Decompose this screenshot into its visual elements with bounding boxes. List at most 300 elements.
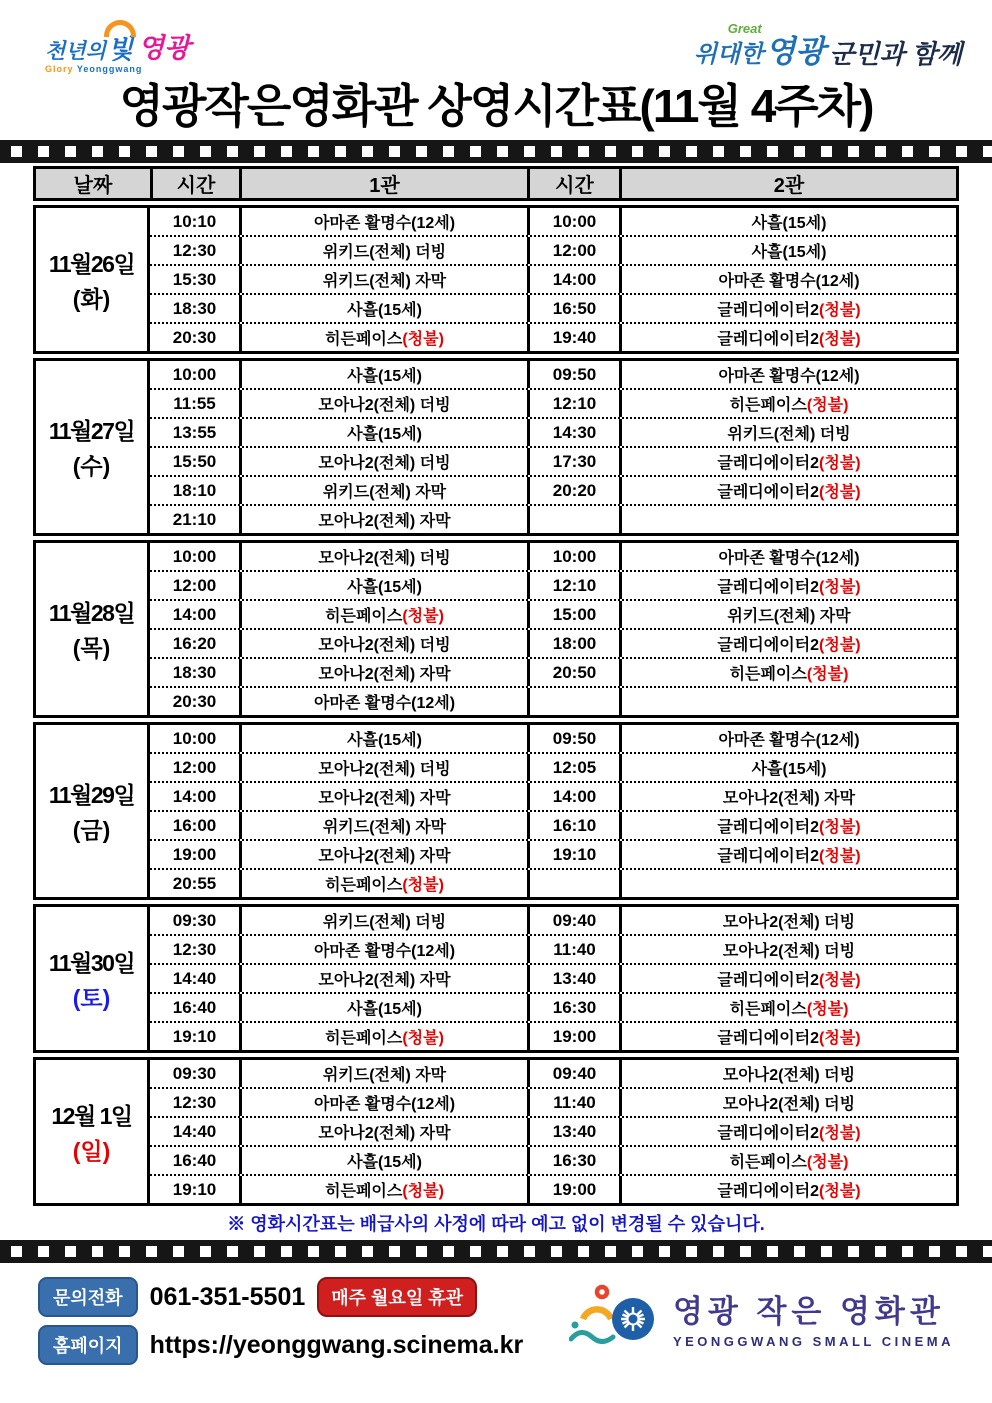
showtime-screen1: 16:00	[172, 815, 217, 835]
showtime-screen2: 16:30	[527, 994, 619, 1021]
schedule-row	[150, 235, 956, 264]
movie-title-screen2	[619, 390, 956, 417]
showtime-screen2: 09:40	[527, 1060, 619, 1087]
movie-name: 히든페이스	[325, 877, 403, 894]
logo-left-text: 천년의	[45, 40, 106, 63]
movie-name: 아마존 활명수(12세)	[313, 943, 456, 960]
movie-name: 사흘(15세)	[347, 368, 422, 385]
movie-name: 모아나2(전체) 더빙	[722, 914, 856, 931]
schedule-row	[150, 686, 956, 715]
day-of-week-label: (목)	[72, 635, 111, 661]
schedule-row	[150, 599, 956, 628]
showtime-screen2: 09:50	[527, 725, 619, 752]
movie-title-screen2	[619, 543, 956, 570]
movie-name: 아마존 활명수(12세)	[313, 695, 456, 712]
rows-container	[150, 361, 956, 533]
movie-name: 아마존 활명수(12세)	[718, 368, 860, 385]
showtime-screen2	[527, 870, 619, 897]
movie-rating-restricted: (청불)	[402, 331, 444, 348]
showtime-screen2: 16:30	[527, 1147, 619, 1174]
movie-name: 모아나2(전체) 자막	[318, 972, 451, 989]
showtime-screen2: 14:00	[527, 266, 619, 293]
showtime-screen2: 14:30	[527, 419, 619, 446]
showtime-screen2: 17:30	[527, 448, 619, 475]
schedule-row	[150, 628, 956, 657]
schedule-row	[150, 475, 956, 504]
schedule-row	[150, 657, 956, 686]
movie-title-screen2	[619, 754, 956, 781]
showtime-screen1: 15:50	[172, 451, 217, 471]
movie-name: 글레디에이터2	[717, 1030, 820, 1047]
movie-name: 글레디에이터2	[717, 455, 820, 472]
movie-title-screen2	[619, 361, 956, 388]
great-yeonggwang-logo	[694, 22, 962, 67]
movie-name: 사흘(15세)	[347, 1154, 422, 1171]
showtime-screen2: 12:10	[527, 572, 619, 599]
column-header-time1: 시간	[150, 169, 239, 198]
showtime-screen1: 10:00	[172, 728, 217, 748]
movie-title-screen2	[619, 659, 956, 686]
movie-title-screen2	[619, 688, 956, 715]
movie-title-screen1	[239, 1147, 527, 1174]
movie-title-screen1	[239, 390, 527, 417]
schedule-row	[150, 1087, 956, 1116]
movie-name: 글레디에이터2	[717, 302, 820, 319]
movie-title-screen2	[619, 448, 956, 475]
sun-arc-icon	[104, 20, 136, 37]
showtime-screen1: 16:20	[172, 633, 217, 653]
movie-rating-restricted: (청불)	[402, 1183, 444, 1200]
schedule-row	[150, 1174, 956, 1203]
schedule-row	[150, 810, 956, 839]
showtime-screen1: 14:40	[172, 1121, 217, 1141]
cinema-logo-icon	[569, 1281, 665, 1353]
showtime-screen1: 19:10	[172, 1179, 217, 1199]
movie-title-screen2	[619, 812, 956, 839]
movie-title-screen1	[239, 1176, 527, 1203]
showtime-screen1: 09:30	[172, 1063, 217, 1083]
schedule-row	[150, 752, 956, 781]
closed-monday-badge: 매주 월요일 휴관	[317, 1277, 477, 1317]
showtime-screen2: 09:50	[527, 361, 619, 388]
showtime-screen1: 14:00	[172, 786, 217, 806]
movie-title-screen2	[619, 266, 956, 293]
homepage-label-button: 홈페이지	[38, 1325, 138, 1365]
movie-rating-restricted: (청불)	[402, 1030, 444, 1047]
movie-title-screen1	[239, 725, 527, 752]
movie-name: 모아나2(전체) 더빙	[722, 1096, 856, 1113]
logo-left-text: 영광	[137, 33, 191, 63]
movie-title-screen2	[619, 783, 956, 810]
showtime-screen2: 10:00	[527, 543, 619, 570]
glory-yeonggwang-logo	[45, 26, 190, 74]
logo-right-great: Great	[727, 21, 762, 36]
date-label: 11월27일	[48, 418, 135, 444]
movie-rating-restricted: (청불)	[819, 1183, 861, 1200]
movie-name: 히든페이스	[729, 666, 807, 683]
schedule-row	[150, 264, 956, 293]
movie-title-screen1	[239, 812, 527, 839]
showtime-screen1: 18:10	[172, 480, 217, 500]
movie-title-screen1	[239, 783, 527, 810]
movie-name: 아마존 활명수(12세)	[718, 732, 860, 749]
movie-title-screen2	[619, 870, 956, 897]
showtime-screen1: 20:30	[172, 327, 217, 347]
schedule-row	[150, 446, 956, 475]
page-title: 영광작은영화관 상영시간표(11월 4주차)	[119, 80, 873, 132]
movie-name: 사흘(15세)	[751, 215, 827, 232]
movie-title-screen1	[239, 237, 527, 264]
schedule-row	[150, 361, 956, 388]
day-block	[33, 540, 959, 718]
date-label: 11월26일	[48, 250, 135, 277]
movie-name: 모아나2(전체) 자막	[318, 666, 451, 683]
poster-footer	[0, 1263, 992, 1373]
showtime-screen1: 14:00	[172, 604, 217, 624]
movie-title-screen2	[619, 1176, 956, 1203]
showtime-screen1: 10:00	[172, 546, 217, 566]
movie-title-screen2	[619, 601, 956, 628]
movie-rating-restricted: (청불)	[806, 1001, 849, 1018]
date-cell	[36, 543, 150, 715]
movie-title-screen1	[239, 361, 527, 388]
schedule-row	[150, 322, 956, 351]
movie-name: 위키드(전체) 자막	[727, 608, 851, 625]
movie-rating-restricted: (청불)	[402, 608, 444, 625]
movie-name: 위키드(전체) 자막	[322, 1067, 447, 1084]
date-label: 12월 1일	[51, 1102, 132, 1129]
movie-name: 모아나2(전체) 더빙	[722, 1067, 856, 1084]
movie-title-screen1	[239, 994, 527, 1021]
movie-name: 히든페이스	[729, 397, 807, 414]
showtime-screen2: 19:10	[527, 841, 619, 868]
date-cell	[36, 361, 150, 533]
movie-name: 위키드(전체) 더빙	[322, 244, 447, 261]
movie-title-screen1	[239, 688, 527, 715]
movie-name: 아마존 활명수(12세)	[313, 1096, 456, 1113]
showtime-screen1: 10:10	[172, 211, 217, 231]
movie-title-screen1	[239, 659, 527, 686]
day-of-week-label: (일)	[72, 1137, 111, 1164]
schedule-row	[150, 504, 956, 533]
movie-name: 모아나2(전체) 자막	[318, 513, 451, 530]
movie-title-screen1	[239, 1023, 527, 1050]
movie-name: 사흘(15세)	[347, 579, 422, 596]
movie-title-screen2	[619, 841, 956, 868]
schedule-row	[150, 934, 956, 963]
day-block	[33, 904, 959, 1053]
movie-rating-restricted: (청불)	[819, 302, 861, 319]
showtime-screen2: 12:00	[527, 237, 619, 264]
schedule-change-note: ※ 영화시간표는 배급사의 사정에 따라 예고 없이 변경될 수 있습니다.	[227, 1214, 765, 1234]
movie-name: 모아나2(전체) 더빙	[318, 637, 451, 654]
movie-name: 아마존 활명수(12세)	[718, 550, 860, 567]
movie-name: 사흘(15세)	[347, 426, 422, 443]
movie-title-screen1	[239, 295, 527, 322]
film-strip-top	[0, 140, 992, 163]
movie-name: 위키드(전체) 더빙	[322, 914, 447, 931]
movie-title-screen2	[619, 936, 956, 963]
showtime-screen1: 12:30	[172, 939, 217, 959]
showtime-screen2: 10:00	[527, 208, 619, 235]
schedule-row	[150, 1021, 956, 1050]
movie-title-screen2	[619, 208, 956, 235]
showtime-screen1: 10:00	[172, 364, 217, 384]
showtime-screen2: 19:40	[527, 324, 619, 351]
movie-rating-restricted: (청불)	[819, 972, 861, 989]
showtime-screen2: 16:50	[527, 295, 619, 322]
movie-title-screen1	[239, 1118, 527, 1145]
showtime-screen1: 11:55	[173, 393, 216, 413]
showtime-screen1: 20:55	[172, 873, 217, 893]
movie-title-screen2	[619, 994, 956, 1021]
showtime-screen1: 09:30	[172, 910, 217, 930]
phone-number: 061-351-5501	[149, 1282, 306, 1311]
showtime-screen2: 11:40	[527, 1089, 619, 1116]
rows-container	[150, 907, 956, 1050]
day-block	[33, 205, 959, 354]
logo-right-text: 위대한	[693, 41, 764, 68]
showtime-screen1: 19:10	[172, 1026, 217, 1046]
movie-title-screen1	[239, 965, 527, 992]
homepage-url-link[interactable]: https://yeonggwang.scinema.kr	[149, 1330, 524, 1359]
day-block	[33, 722, 959, 900]
movie-title-screen1	[239, 419, 527, 446]
date-cell	[36, 208, 150, 351]
schedule-row	[150, 293, 956, 322]
showtime-screen2	[527, 506, 619, 533]
movie-name: 모아나2(전체) 더빙	[318, 397, 451, 414]
showtime-screen2: 19:00	[527, 1023, 619, 1050]
movie-name: 위키드(전체) 더빙	[727, 426, 851, 443]
schedule-row	[150, 417, 956, 446]
movie-title-screen1	[239, 477, 527, 504]
movie-rating-restricted: (청불)	[402, 877, 444, 894]
logo-left-text: 빛	[106, 26, 135, 62]
date-cell	[36, 907, 150, 1050]
day-block	[33, 358, 959, 536]
movie-rating-restricted: (청불)	[819, 1030, 861, 1047]
schedule-row	[150, 1145, 956, 1174]
movie-name: 글레디에이터2	[717, 972, 820, 989]
movie-rating-restricted: (청불)	[819, 1125, 861, 1142]
showtime-screen1: 12:30	[172, 1092, 217, 1112]
cinema-logo	[569, 1281, 954, 1353]
movie-title-screen1	[239, 543, 527, 570]
showtime-screen2: 09:40	[527, 907, 619, 934]
movie-name: 사흘(15세)	[347, 732, 422, 749]
movie-name: 위키드(전체) 자막	[322, 819, 447, 836]
movie-title-screen1	[239, 506, 527, 533]
movie-title-screen1	[239, 841, 527, 868]
schedule-row	[150, 839, 956, 868]
movie-name: 히든페이스	[729, 1001, 807, 1018]
contact-info	[38, 1277, 523, 1373]
movie-name: 글레디에이터2	[717, 579, 820, 596]
schedule-row	[150, 868, 956, 897]
movie-title-screen2	[619, 907, 956, 934]
day-of-week-label: (금)	[72, 817, 111, 843]
showtime-screen2: 11:40	[527, 936, 619, 963]
showtime-screen2: 15:00	[527, 601, 619, 628]
movie-name: 모아나2(전체) 자막	[722, 790, 856, 807]
movie-name: 글레디에이터2	[717, 331, 820, 348]
movie-name: 히든페이스	[325, 608, 403, 625]
showtime-screen1: 13:55	[172, 422, 217, 442]
movie-title-screen2	[619, 1023, 956, 1050]
movie-name: 모아나2(전체) 더빙	[722, 943, 856, 960]
movie-name: 위키드(전체) 자막	[322, 484, 447, 501]
movie-title-screen2	[619, 477, 956, 504]
movie-name: 모아나2(전체) 더빙	[318, 550, 451, 567]
movie-rating-restricted: (청불)	[806, 1154, 849, 1171]
movie-rating-restricted: (청불)	[819, 331, 861, 348]
table-header-row	[33, 166, 959, 201]
movie-title-screen1	[239, 572, 527, 599]
movie-name: 글레디에이터2	[717, 819, 820, 836]
schedule-row	[150, 570, 956, 599]
day-of-week-label: (토)	[72, 984, 111, 1011]
showtime-screen2: 12:10	[527, 390, 619, 417]
date-label: 11월30일	[48, 949, 135, 976]
date-label: 11월29일	[48, 782, 135, 808]
movie-title-screen2	[619, 1060, 956, 1087]
movie-title-screen2	[619, 965, 956, 992]
movie-rating-restricted: (청불)	[806, 666, 849, 683]
movie-title-screen1	[239, 1089, 527, 1116]
movie-rating-restricted: (청불)	[819, 484, 861, 501]
showtime-screen2: 18:00	[527, 630, 619, 657]
movie-name: 모아나2(전체) 자막	[318, 1125, 451, 1142]
showtime-screen1: 16:40	[172, 997, 217, 1017]
rows-container	[150, 1060, 956, 1203]
schedule-row	[150, 992, 956, 1021]
movie-rating-restricted: (청불)	[819, 819, 861, 836]
movie-title-screen2	[619, 572, 956, 599]
logo-right-text: 영광	[765, 34, 826, 69]
showtime-screen1: 20:30	[172, 691, 217, 711]
rows-container	[150, 543, 956, 715]
movie-title-screen1	[239, 324, 527, 351]
showtime-screen2: 19:00	[527, 1176, 619, 1203]
movie-rating-restricted: (청불)	[806, 397, 849, 414]
showtime-screen2: 13:40	[527, 1118, 619, 1145]
movie-rating-restricted: (청불)	[819, 455, 861, 472]
schedule-row	[150, 1116, 956, 1145]
movie-title-screen2	[619, 1089, 956, 1116]
schedule-row	[150, 725, 956, 752]
movie-name: 모아나2(전체) 자막	[318, 848, 451, 865]
schedule-row	[150, 208, 956, 235]
rows-container	[150, 208, 956, 351]
showtime-screen1: 12:30	[172, 240, 217, 260]
movie-name: 사흘(15세)	[751, 244, 827, 261]
showtime-screen2: 16:10	[527, 812, 619, 839]
movie-name: 히든페이스	[729, 1154, 807, 1171]
movie-name: 아마존 활명수(12세)	[313, 215, 456, 232]
showtime-screen1: 16:40	[172, 1150, 217, 1170]
movie-title-screen2	[619, 295, 956, 322]
showtime-screen1: 15:30	[172, 269, 217, 289]
movie-name: 글레디에이터2	[717, 848, 820, 865]
movie-title-screen1	[239, 208, 527, 235]
movie-name: 모아나2(전체) 더빙	[318, 761, 451, 778]
movie-rating-restricted: (청불)	[819, 848, 861, 865]
movie-name: 사흘(15세)	[347, 302, 422, 319]
movie-title-screen2	[619, 1118, 956, 1145]
rows-container	[150, 725, 956, 897]
movie-title-screen2	[619, 725, 956, 752]
logo-right-text: 군민과 함께	[829, 39, 962, 69]
movie-title-screen1	[239, 630, 527, 657]
movie-name: 사흘(15세)	[347, 1001, 422, 1018]
movie-name: 아마존 활명수(12세)	[718, 273, 860, 290]
cinema-name-korean: 영광 작은 영화관	[672, 1293, 945, 1329]
column-header-time2: 시간	[527, 169, 619, 198]
movie-name: 모아나2(전체) 자막	[318, 790, 451, 807]
phone-label-button: 문의전화	[38, 1277, 138, 1317]
schedule-table	[0, 163, 992, 1236]
movie-title-screen1	[239, 601, 527, 628]
movie-name: 글레디에이터2	[717, 484, 820, 501]
schedule-row	[150, 781, 956, 810]
movie-title-screen1	[239, 448, 527, 475]
day-block	[33, 1057, 959, 1206]
poster-header	[0, 0, 992, 140]
movie-name: 위키드(전체) 자막	[322, 273, 447, 290]
showtime-screen1: 18:30	[172, 662, 217, 682]
showtime-screen1: 18:30	[172, 298, 217, 318]
movie-title-screen2	[619, 630, 956, 657]
showtime-screen1: 14:40	[172, 968, 217, 988]
movie-rating-restricted: (청불)	[819, 637, 861, 654]
movie-name: 글레디에이터2	[717, 637, 820, 654]
date-label: 11월28일	[48, 600, 135, 626]
showtime-screen2: 13:40	[527, 965, 619, 992]
showtime-screen2: 20:20	[527, 477, 619, 504]
film-strip-bottom	[0, 1240, 992, 1263]
movie-name: 글레디에이터2	[717, 1183, 820, 1200]
date-cell	[36, 725, 150, 897]
movie-title-screen1	[239, 1060, 527, 1087]
movie-title-screen2	[619, 506, 956, 533]
movie-title-screen2	[619, 324, 956, 351]
showtime-screen1: 19:00	[172, 844, 217, 864]
movie-title-screen2	[619, 237, 956, 264]
day-of-week-label: (수)	[72, 453, 111, 479]
schedule-row	[150, 388, 956, 417]
movie-name: 글레디에이터2	[717, 1125, 820, 1142]
schedule-row	[150, 907, 956, 934]
column-header-screen2: 2관	[619, 169, 956, 198]
movie-title-screen2	[619, 419, 956, 446]
movie-title-screen2	[619, 1147, 956, 1174]
logo-left-subtext: Glory Yeonggwang	[45, 64, 143, 74]
schedule-row	[150, 963, 956, 992]
movie-title-screen1	[239, 870, 527, 897]
showtime-screen2: 12:05	[527, 754, 619, 781]
movie-name: 사흘(15세)	[751, 761, 827, 778]
movie-title-screen1	[239, 936, 527, 963]
day-of-week-label: (화)	[72, 285, 111, 312]
movie-name: 모아나2(전체) 더빙	[318, 455, 451, 472]
day-blocks-container	[33, 205, 959, 1206]
showtime-screen1: 12:00	[172, 575, 217, 595]
movie-name: 히든페이스	[325, 331, 403, 348]
column-header-screen1: 1관	[239, 169, 527, 198]
column-header-date: 날짜	[73, 175, 113, 197]
showtime-screen1: 12:00	[172, 757, 217, 777]
